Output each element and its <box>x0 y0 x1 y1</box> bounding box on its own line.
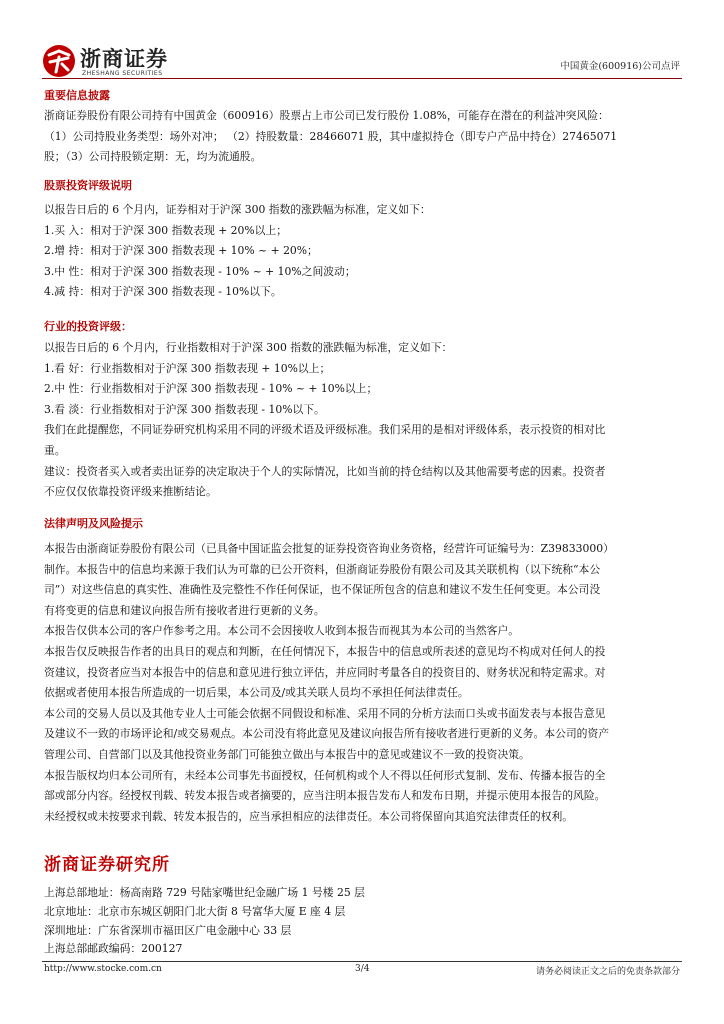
stock-rating-body <box>44 200 680 303</box>
address-line: 上海总部地址：杨高南路 729 号陆家嘴世纪金融广场 1 号楼 25 层 <box>44 886 365 899</box>
legal-line: 及建议不一致的市场评论和/或交易观点。本公司没有将此意见及建议向报告所有接收者进行更新的义务。本公司的资产 <box>44 727 610 741</box>
legal-line: 资建议，投资者应当对本报告中的信息和意见进行独立评估，并应同时考量各自的投资目的、财务状况和特定需求。对 <box>44 665 606 679</box>
industry-rating-section <box>44 318 680 334</box>
industry-rating-line: 我们在此提醒您，不同证券研究机构采用不同的评级术语及评级标准。我们采用的是相对评级体系，表示投资的相对比 <box>44 423 606 437</box>
industry-rating-line: 建议：投资者买入或者卖出证券的决定取决于个人的实际情况，比如当前的持仓结构以及其他需要考虑的因素。投资者 <box>44 464 606 478</box>
company-name: 浙商证券 <box>80 47 168 71</box>
stock-rating-title: 股票投资评级说明 <box>44 179 132 192</box>
legal-line: 部或部分内容。经授权刊载、转发本报告或者摘要的，应当注明本报告发布人和发布日期，并提示使用本报告的风险。 <box>44 789 606 803</box>
legal-line: 未经授权或未按要求刊载、转发本报告的，应当承担相应的法律责任。本公司将保留向其追究法律责任的权利。 <box>44 809 574 823</box>
disclosure-line: 浙商证券股份有限公司持有中国黄金（600916）股票占上市公司已发行股份 1.08%，可能存在潜在的利益冲突风险： <box>44 109 609 122</box>
legal-line: 制作。本报告中的信息均来源于我们认为可靠的已公开资料，但浙商证券股份有限公司及其关联机构（以下统称“本公 <box>44 562 601 576</box>
legal-section <box>44 515 680 531</box>
legal-line: 本报告仅供本公司的客户作参考之用。本公司不会因接收人收到本报告而视其为本公司的当然客户。 <box>44 624 520 638</box>
industry-rating-line: 不应仅仅依靠投资评级来推断结论。 <box>44 485 217 499</box>
disclosure-section <box>44 87 680 103</box>
institute-name: 浙商证券研究所 <box>44 855 170 875</box>
company-logo-icon <box>42 44 76 78</box>
footer-website-link[interactable]: http://www.stocke.com.cn <box>44 964 162 974</box>
legal-line: 依据或者使用本报告所造成的一切后果，本公司及/或其关联人员均不承担任何法律责任。 <box>44 686 469 700</box>
disclosure-line: 股；（3）公司持股锁定期：无，均为流通股。 <box>44 150 262 164</box>
legal-line: 本报告仅反映报告作者的出具日的观点和判断，在任何情况下，本报告中的信息或所表述的意见均不构成对任何人的投 <box>44 644 606 658</box>
stock-rating-line: 3.中 性：相对于沪深 300 指数表现 - 10% ~ + 10%之间波动； <box>44 264 356 278</box>
report-label: 中国黄金(600916)公司点评 <box>560 61 680 72</box>
header-divider <box>42 78 682 79</box>
stock-rating-line: 4.减 持：相对于沪深 300 指数表现 - 10%以下。 <box>44 285 282 299</box>
disclosure-line: （1）公司持股业务类型：场外对冲； （2）持股数量：28466071 股，其中虚拟持仓（即专户产品中持仓）27465071 <box>44 129 618 143</box>
legal-line: 司”）对这些信息的真实性、准确性及完整性不作任何保证，也不保证所包含的信息和建议不发生任何变更。本公司没 <box>44 583 601 597</box>
legal-title: 法律声明及风险提示 <box>44 517 143 530</box>
industry-rating-body <box>44 338 680 503</box>
footer-divider <box>42 961 682 962</box>
industry-rating-line: 1.看 好：行业指数相对于沪深 300 指数表现 + 10%以上； <box>44 361 331 375</box>
company-name-en: ZHESHANG SECURITIES <box>82 70 163 77</box>
stock-rating-line: 2.增 持：相对于沪深 300 指数表现 + 10% ~ + 20%； <box>44 244 318 258</box>
stock-rating-line: 以报告日后的 6 个月内，证券相对于沪深 300 指数的涨跌幅为标准，定义如下： <box>44 203 431 216</box>
legal-line: 管理公司、自营部门以及其他投资业务部门可能独立做出与本报告中的意见或建议不一致的投资决策。 <box>44 747 530 761</box>
industry-rating-line: 以报告日后的 6 个月内，行业指数相对于沪深 300 指数的涨跌幅为标准，定义如下： <box>44 341 453 354</box>
legal-body <box>44 539 680 827</box>
legal-line: 本公司的交易人员以及其他专业人士可能会依据不同假设和标准、采用不同的分析方法而口头或书面发表与本报告意见 <box>44 706 606 720</box>
institute-addresses <box>44 884 680 959</box>
industry-rating-line: 3.看 淡：行业指数相对于沪深 300 指数表现 - 10%以下。 <box>44 402 325 416</box>
address-line: 上海总部邮政编码：200127 <box>44 942 183 956</box>
disclosure-body <box>44 106 680 168</box>
address-line: 北京地址：北京市东城区朝阳门北大街 8 号富华大厦 E 座 4 层 <box>44 904 346 918</box>
disclosure-title: 重要信息披露 <box>44 89 110 102</box>
industry-rating-line: 重。 <box>44 443 66 457</box>
address-line: 深圳地址：广东省深圳市福田区广电金融中心 33 层 <box>44 923 292 937</box>
legal-line: 本报告由浙商证券股份有限公司（已具备中国证监会批复的证券投资咨询业务资格，经营许可证编号为：Z39833000） <box>44 542 614 555</box>
industry-rating-title: 行业的投资评级： <box>44 320 132 333</box>
legal-line: 有将变更的信息和建议向报告所有接收者进行更新的义务。 <box>44 603 325 617</box>
footer-notice: 请务必阅读正文之后的免责条款部分 <box>535 967 680 977</box>
legal-line: 本报告版权均归本公司所有，未经本公司事先书面授权，任何机构或个人不得以任何形式复制、发布、传播本报告的全 <box>44 768 606 782</box>
stock-rating-line: 1.买 入：相对于沪深 300 指数表现 + 20%以上； <box>44 223 288 237</box>
industry-rating-line: 2.中 性：行业指数相对于沪深 300 指数表现 - 10% ~ + 10%以上； <box>44 382 378 396</box>
stock-rating-section <box>44 177 680 193</box>
page-number: 3/4 <box>355 964 370 974</box>
